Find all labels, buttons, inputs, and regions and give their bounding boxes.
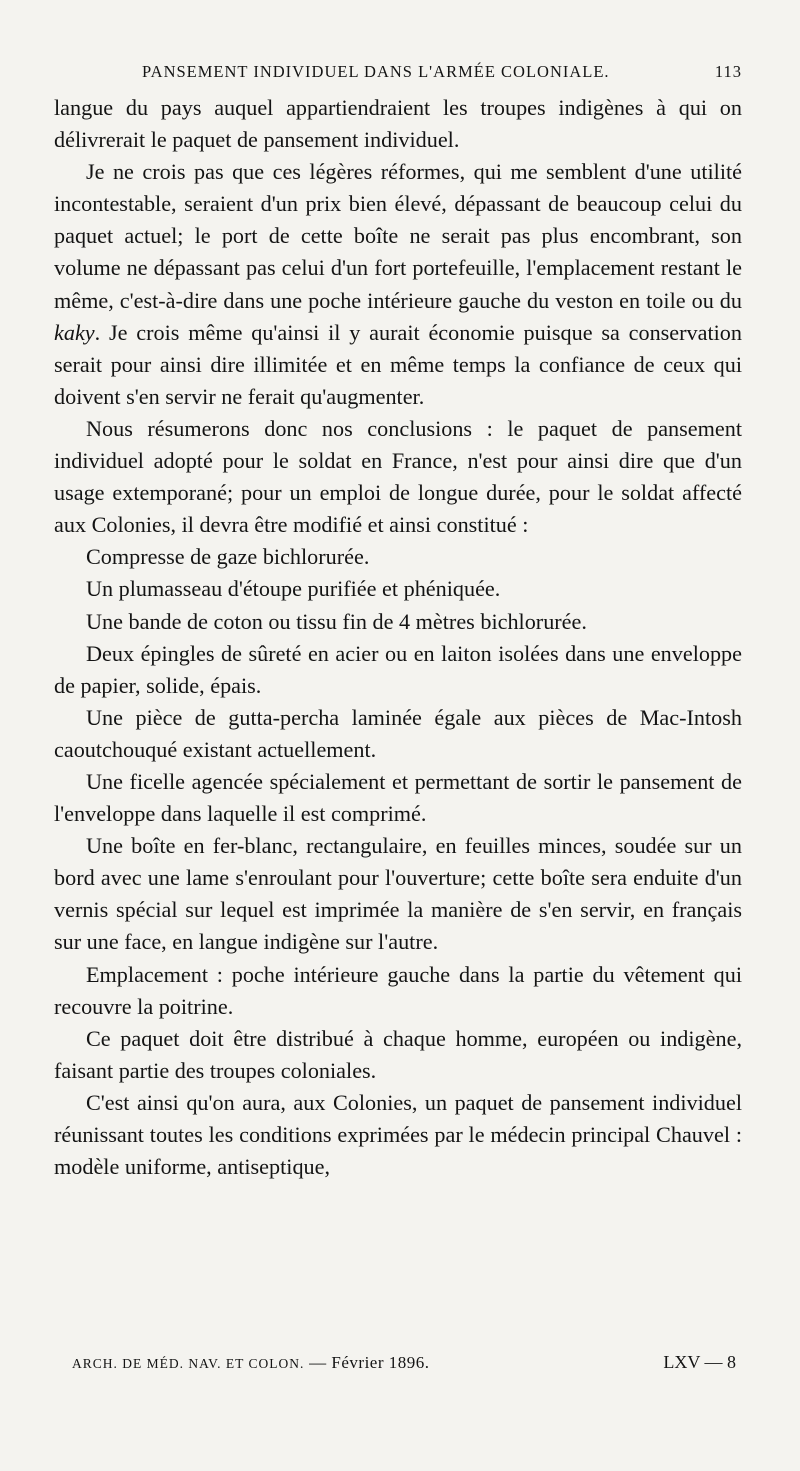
italic-term: kaky	[54, 319, 95, 345]
page-number: 113	[714, 62, 742, 81]
paragraph: langue du pays auquel appartiendraient les troupes indigènes à qui on délivrerait le paquet de pansement individuel.	[54, 95, 742, 153]
list-item: Compresse de gaze bichlorurée.	[86, 544, 370, 570]
journal-abbrev: ARCH. DE MÉD. NAV. ET COLON.	[72, 1356, 305, 1371]
list-item: Une ficelle agencée spécialement et permettant de sortir le pansement de l'enveloppe dans laquelle il est comprimé.	[54, 768, 742, 827]
journal-citation	[72, 1353, 430, 1373]
footer-separator: —	[309, 1353, 327, 1372]
running-header	[54, 62, 742, 82]
running-title: PANSEMENT INDIVIDUEL DANS L'ARMÉE COLONIALE.	[142, 62, 610, 81]
list-item: Une bande de coton ou tissu fin de 4 mètres bichlorurée.	[86, 608, 587, 634]
issue-date: Février 1896.	[331, 1353, 430, 1372]
list-item: Un plumasseau d'étoupe purifiée et phéniquée.	[86, 576, 501, 602]
list-item: Une boîte en fer-blanc, rectangulaire, en feuilles minces, soudée sur un bord avec une lame s'enroulant pour l'ouverture; cette boîte sera enduite d'un vernis spécial sur lequel est imprimée la manière de s'en servir, en français sur une face, en langue indigène sur l'autre.	[54, 833, 742, 955]
list-item: Une pièce de gutta-percha laminée égale aux pièces de Mac-Intosh caoutchouqué existant actuellement.	[54, 704, 742, 762]
paragraph: Ce paquet doit être distribué à chaque homme, européen ou indigène, faisant partie des troupes coloniales.	[54, 1025, 742, 1083]
body-text	[54, 92, 742, 1183]
paragraph: C'est ainsi qu'on aura, aux Colonies, un paquet de pansement individuel réunissant toutes les conditions exprimées par le médecin principal Chauvel : modèle uniforme, antiseptique,	[54, 1089, 742, 1180]
list-item: Deux épingles de sûreté en acier ou en laiton isolées dans une enveloppe de papier, solide, épais.	[54, 640, 742, 698]
page-footer	[72, 1352, 740, 1373]
paragraph: Nous résumerons donc nos conclusions : le paquet de pansement individuel adopté pour le soldat en France, n'est pour ainsi dire que d'un usage extemporané; pour un emploi de longue durée, pour le soldat affecté aux Colonies, il devra être modifié et ainsi constitué :	[54, 415, 742, 538]
signature-mark: LXV — 8	[663, 1352, 736, 1372]
paragraph: Emplacement : poche intérieure gauche dans la partie du vêtement qui recouvre la poitrine.	[54, 961, 742, 1019]
paragraph: Je ne crois pas que ces légères réformes, qui me semblent d'une utilité incontestable, seraient d'un prix bien élevé, dépassant de beaucoup celui du paquet actuel; le port de cette boîte ne serait pas plus encombrant, son volume ne dépassant pas celui d'un fort portefeuille, l'emplacement restant le même, c'est-à-dire dans une poche intérieure gauche du veston en toile ou du kaky. Je crois même qu'ainsi il y aurait économie puisque sa conservation serait pour ainsi dire illimitée et en même temps la confiance de ceux qui doivent s'en servir ne ferait qu'augmenter.	[54, 159, 742, 409]
